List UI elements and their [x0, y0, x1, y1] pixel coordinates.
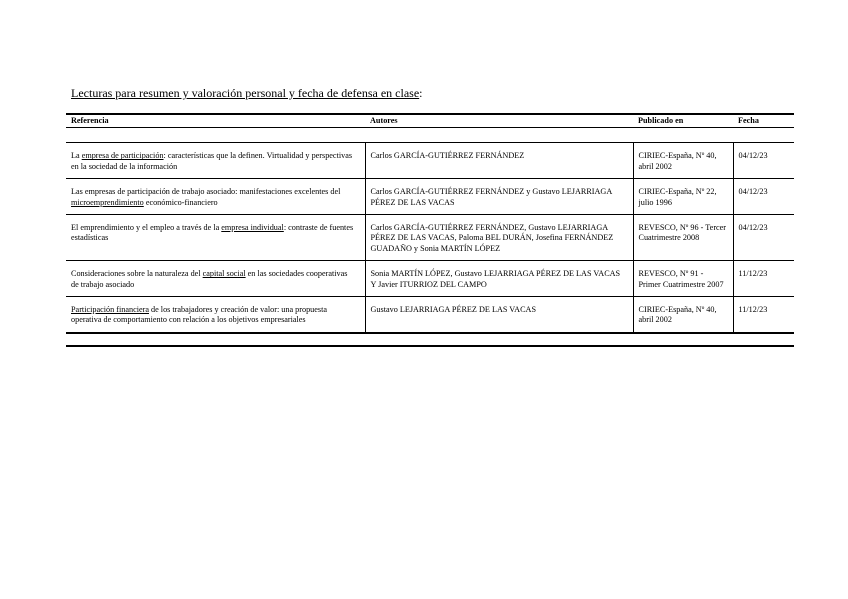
header-fecha: Fecha [738, 116, 759, 125]
cell-fecha: 04/12/23 [733, 143, 794, 179]
cell-publicado: REVESCO, Nº 96 - Tercer Cuatrimestre 2008 [633, 215, 733, 261]
page-title-text: Lecturas para resumen y valoración personal y fecha de defensa en clase [71, 86, 420, 100]
table-footer-spacer [66, 333, 794, 346]
ref-keyword: empresa individual [221, 223, 284, 233]
ref-text: : contraste de fuentes estadísticas [71, 223, 354, 243]
table-row [66, 179, 794, 215]
cell-autores: Carlos GARCÍA-GUTIÉRREZ FERNÁNDEZ [365, 143, 633, 179]
cell-fecha: 11/12/23 [733, 261, 794, 297]
table-header-row [66, 114, 794, 128]
ref-text: de los trabajadores y creación de valor: una propuesta operativa de comportamiento con relación a los objetivos empresariales [71, 305, 327, 325]
cell-publicado: REVESCO, Nº 91 - Primer Cuatrimestre 2007 [633, 261, 733, 297]
ref-keyword: microemprendimiento [71, 197, 144, 207]
ref-text: en las sociedades cooperativas de trabajo asociado [71, 269, 348, 289]
ref-text: : características que la definen. Virtualidad y perspectivas en la sociedad de la información [71, 151, 353, 171]
readings-table [66, 113, 794, 347]
page-title [71, 86, 423, 101]
ref-keyword: empresa de participación [81, 151, 164, 161]
page-title-colon: : [419, 86, 423, 100]
cell-referencia [66, 179, 365, 215]
ref-text: Las empresas de participación de trabajo asociado: manifestaciones excelentes del [71, 187, 341, 197]
cell-referencia [66, 261, 365, 297]
cell-referencia [66, 297, 365, 333]
cell-autores: Sonia MARTÍN LÓPEZ, Gustavo LEJARRIAGA PÉREZ DE LAS VACAS Y Javier ITURRIOZ DEL CAMPO [365, 261, 633, 297]
cell-publicado: CIRIEC-España, Nº 40, abril 2002 [633, 143, 733, 179]
ref-text: Consideraciones sobre la naturaleza del [71, 269, 203, 279]
cell-autores: Gustavo LEJARRIAGA PÉREZ DE LAS VACAS [365, 297, 633, 333]
cell-referencia [66, 215, 365, 261]
table-row [66, 215, 794, 261]
cell-publicado: CIRIEC-España, Nº 22, julio 1996 [633, 179, 733, 215]
cell-fecha: 04/12/23 [733, 215, 794, 261]
cell-autores: Carlos GARCÍA-GUTIÉRREZ FERNÁNDEZ, Gustavo LEJARRIAGA PÉREZ DE LAS VACAS, Paloma BEL DURÁN, Josefina FERNÁNDEZ GUADAÑO y Sonia MARTÍN LÓPEZ [365, 215, 633, 261]
cell-referencia [66, 143, 365, 179]
cell-publicado: CIRIEC-España, Nº 40, abril 2002 [633, 297, 733, 333]
table-row [66, 297, 794, 333]
cell-autores: Carlos GARCÍA-GUTIÉRREZ FERNÁNDEZ y Gustavo LEJARRIAGA PÉREZ DE LAS VACAS [365, 179, 633, 215]
spacer-row [66, 128, 794, 143]
ref-text: económico-financiero [143, 197, 218, 207]
ref-keyword: Participación financiera [71, 305, 149, 315]
ref-text: El emprendimiento y el empleo a través de la [71, 223, 222, 233]
cell-fecha: 04/12/23 [733, 179, 794, 215]
table-row [66, 143, 794, 179]
ref-keyword: capital social [202, 269, 246, 279]
header-publicado: Publicado en [638, 116, 684, 125]
cell-fecha: 11/12/23 [733, 297, 794, 333]
header-referencia: Referencia [71, 116, 109, 125]
table-row [66, 261, 794, 297]
header-autores: Autores [370, 116, 398, 125]
ref-text: La [71, 151, 82, 161]
